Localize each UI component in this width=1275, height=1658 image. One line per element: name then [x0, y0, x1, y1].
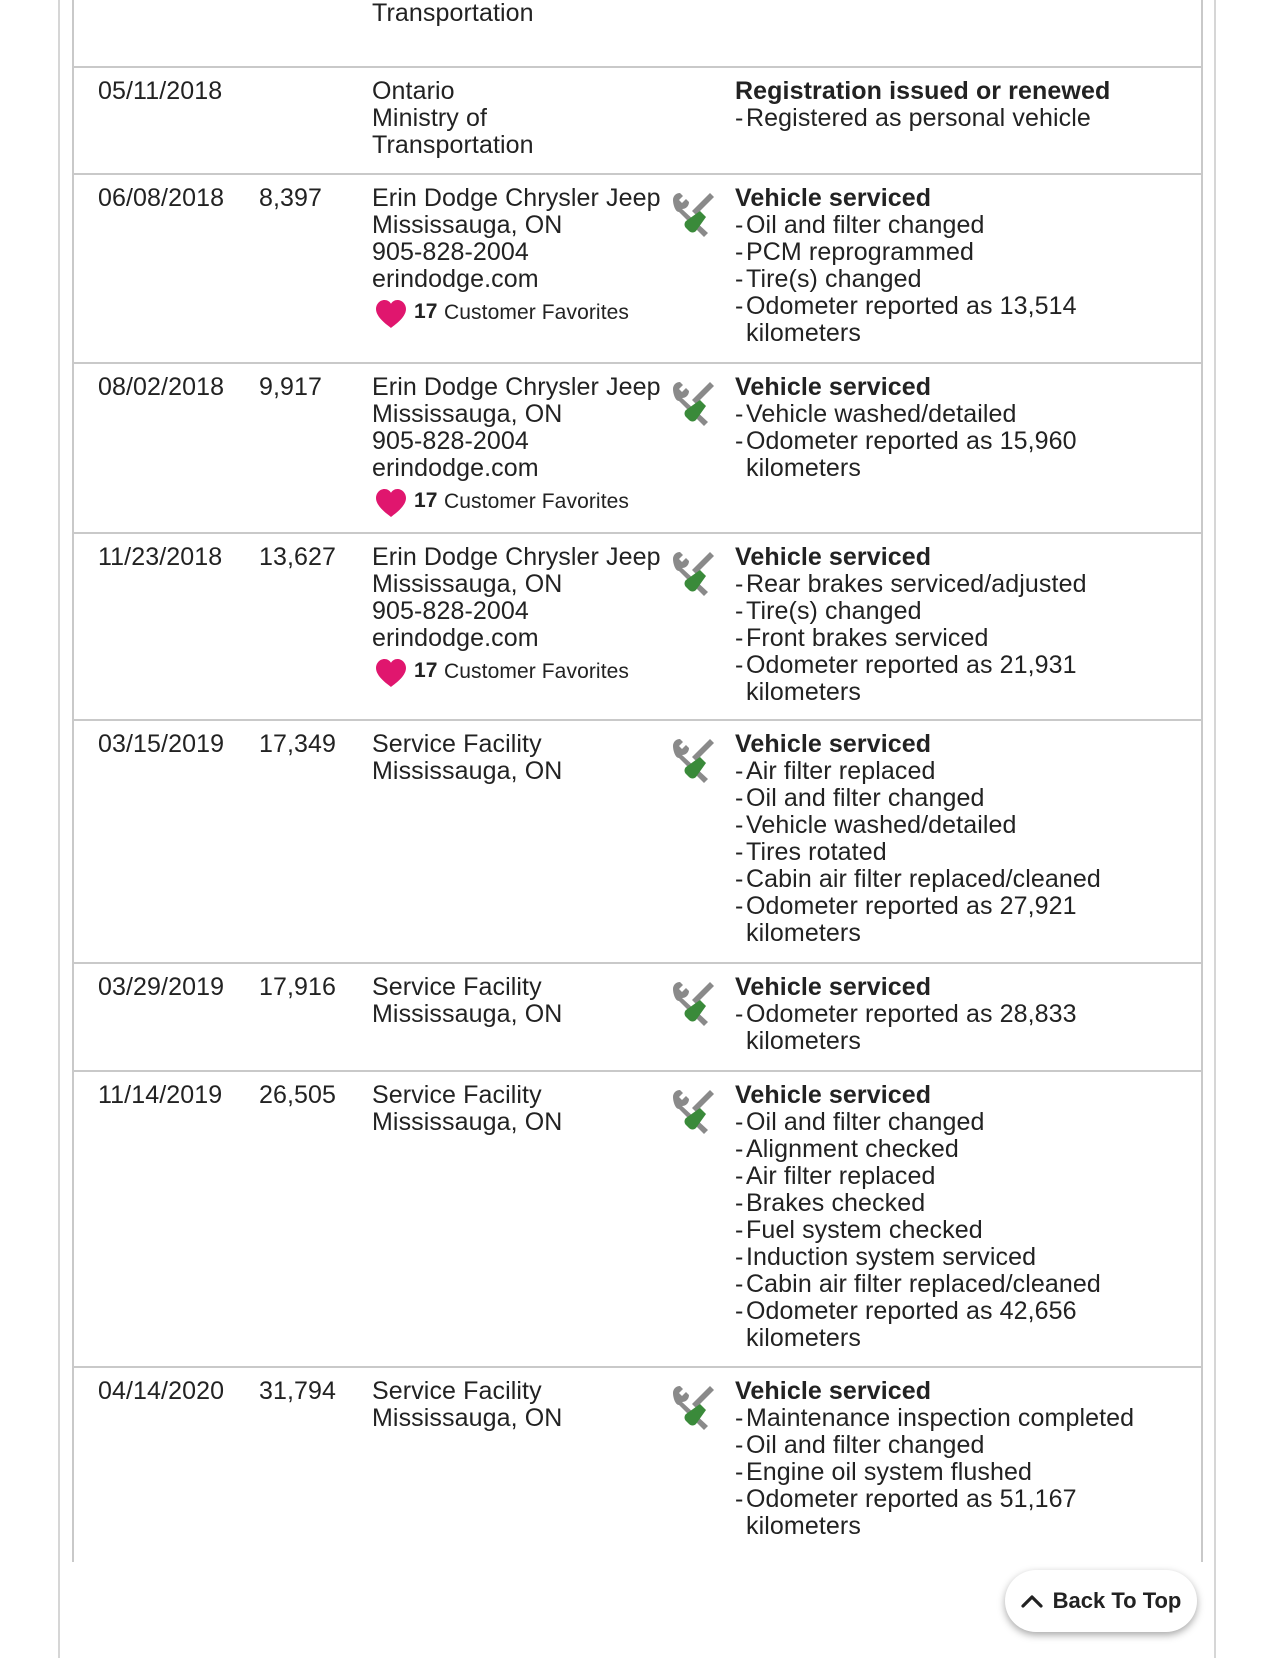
detail-bullet: -: [735, 427, 744, 455]
source-line: Mississauga, ON: [372, 1000, 563, 1028]
detail-item: [735, 401, 1195, 428]
detail-text: Odometer reported as 28,833 kilometers: [746, 1000, 1077, 1055]
detail-text: Odometer reported as 13,514 kilometers: [746, 292, 1077, 347]
source-line: Service Facility: [372, 973, 542, 1001]
detail-heading: Vehicle serviced: [735, 184, 932, 212]
detail-text: Induction system serviced: [746, 1243, 1037, 1271]
record-source: [372, 1082, 672, 1136]
detail-heading: Vehicle serviced: [735, 1081, 932, 1109]
source-line: 905-828-2004: [372, 238, 529, 266]
detail-item: [735, 1163, 1195, 1190]
service-tools-icon: [670, 380, 716, 426]
record-details: [735, 374, 1195, 482]
detail-item: [735, 652, 1195, 706]
detail-text: Odometer reported as 21,931 kilometers: [746, 651, 1077, 706]
detail-item: [735, 839, 1195, 866]
detail-heading: Registration issued or renewed: [735, 77, 1111, 105]
detail-bullet: -: [735, 757, 744, 785]
favorites-count: 17: [414, 489, 438, 512]
table-row: [74, 0, 1201, 68]
detail-text: Engine oil system flushed: [746, 1458, 1032, 1486]
detail-text: Oil and filter changed: [746, 784, 985, 812]
record-source: [372, 185, 672, 325]
detail-bullet: -: [735, 400, 744, 428]
source-line: Transportation: [372, 131, 534, 159]
service-tools-icon: [670, 550, 716, 596]
detail-text: Vehicle washed/detailed: [746, 400, 1017, 428]
detail-text: Fuel system checked: [746, 1216, 983, 1244]
record-details: [735, 1378, 1195, 1540]
record-mileage: 31,794: [259, 1377, 337, 1405]
detail-item: [735, 812, 1195, 839]
detail-bullet: -: [735, 238, 744, 266]
detail-text: Front brakes serviced: [746, 624, 989, 652]
detail-text: Odometer reported as 42,656 kilometers: [746, 1297, 1077, 1352]
detail-bullet: -: [735, 597, 744, 625]
detail-item: [735, 758, 1195, 785]
favorites-count: 17: [414, 300, 438, 323]
detail-bullet: -: [735, 1216, 744, 1244]
record-date: 03/15/2019: [98, 730, 225, 758]
record-source: [372, 374, 672, 514]
detail-text: Registered as personal vehicle: [746, 104, 1091, 132]
favorites-count: 17: [414, 659, 438, 682]
detail-item: [735, 1298, 1195, 1352]
service-tools-icon: [670, 191, 716, 237]
source-line: erindodge.com: [372, 454, 539, 482]
detail-bullet: -: [735, 651, 744, 679]
service-tools-icon: [670, 737, 716, 783]
source-line: Ontario: [372, 77, 455, 105]
detail-bullet: -: [735, 1162, 744, 1190]
source-line: Mississauga, ON: [372, 1404, 563, 1432]
detail-bullet: -: [735, 784, 744, 812]
detail-text: Vehicle washed/detailed: [746, 811, 1017, 839]
detail-text: Cabin air filter replaced/cleaned: [746, 1270, 1101, 1298]
detail-item: [735, 266, 1195, 293]
record-mileage: 26,505: [259, 1081, 337, 1109]
record-mileage: 8,397: [259, 184, 323, 212]
record-date: 11/14/2019: [98, 1081, 223, 1109]
record-source: [372, 974, 672, 1028]
record-mileage: 17,349: [259, 730, 337, 758]
detail-heading: Vehicle serviced: [735, 730, 932, 758]
record-date: 05/11/2018: [98, 77, 223, 105]
record-details: [735, 544, 1195, 706]
source-line: Mississauga, ON: [372, 757, 563, 785]
detail-text: Rear brakes serviced/adjusted: [746, 570, 1087, 598]
detail-bullet: -: [735, 1189, 744, 1217]
record-mileage: 9,917: [259, 373, 323, 401]
source-line: Erin Dodge Chrysler Jeep: [372, 373, 661, 401]
source-line: Mississauga, ON: [372, 400, 563, 428]
detail-text: Maintenance inspection completed: [746, 1404, 1135, 1432]
customer-favorites: [372, 486, 672, 514]
vehicle-history-table: [72, 0, 1203, 1562]
table-row: [74, 1072, 1201, 1368]
source-line: Service Facility: [372, 730, 542, 758]
back-to-top-label: Back To Top: [1052, 1588, 1182, 1613]
detail-item: [735, 598, 1195, 625]
service-tools-icon: [670, 1088, 716, 1134]
table-row: [74, 68, 1201, 175]
detail-bullet: -: [735, 1135, 744, 1163]
detail-text: Oil and filter changed: [746, 1108, 985, 1136]
record-details: [735, 78, 1195, 132]
detail-item: [735, 293, 1195, 347]
detail-bullet: -: [735, 1485, 744, 1513]
source-line: erindodge.com: [372, 624, 539, 652]
record-mileage: 13,627: [259, 543, 337, 571]
detail-bullet: -: [735, 1000, 744, 1028]
record-source: [372, 78, 672, 159]
source-line: Transportation: [372, 0, 534, 27]
source-line: Mississauga, ON: [372, 570, 563, 598]
heart-icon: [374, 488, 408, 518]
service-tools-icon: [670, 980, 716, 1026]
detail-bullet: -: [735, 1243, 744, 1271]
detail-bullet: -: [735, 624, 744, 652]
favorites-label: Customer Favorites: [444, 301, 630, 324]
detail-item: [735, 1432, 1195, 1459]
record-details: [735, 731, 1195, 947]
detail-bullet: -: [735, 838, 744, 866]
detail-item: [735, 1136, 1195, 1163]
detail-text: Cabin air filter replaced/cleaned: [746, 865, 1101, 893]
detail-item: [735, 893, 1195, 947]
chevron-up-icon: [1021, 1594, 1043, 1608]
detail-item: [735, 105, 1195, 132]
table-row: [74, 364, 1201, 534]
favorites-label: Customer Favorites: [444, 490, 630, 513]
detail-heading: Vehicle serviced: [735, 543, 932, 571]
detail-text: Tire(s) changed: [746, 265, 922, 293]
detail-item: [735, 625, 1195, 652]
detail-text: Odometer reported as 51,167 kilometers: [746, 1485, 1077, 1540]
service-tools-icon: [670, 1384, 716, 1430]
detail-text: Oil and filter changed: [746, 211, 985, 239]
record-source: [372, 1378, 672, 1432]
table-row: [74, 964, 1201, 1072]
source-line: 905-828-2004: [372, 597, 529, 625]
customer-favorites: [372, 297, 672, 325]
table-row: [74, 1368, 1201, 1568]
detail-bullet: -: [735, 265, 744, 293]
detail-bullet: -: [735, 1431, 744, 1459]
source-line: Ministry of: [372, 104, 488, 132]
record-source: [372, 544, 672, 684]
detail-item: [735, 571, 1195, 598]
detail-item: [735, 1190, 1195, 1217]
source-line: Mississauga, ON: [372, 1108, 563, 1136]
record-date: 11/23/2018: [98, 543, 223, 571]
detail-item: [735, 1001, 1195, 1055]
detail-bullet: -: [735, 1270, 744, 1298]
source-line: erindodge.com: [372, 265, 539, 293]
detail-item: [735, 1109, 1195, 1136]
detail-text: PCM reprogrammed: [746, 238, 975, 266]
detail-text: Air filter replaced: [746, 757, 936, 785]
detail-item: [735, 428, 1195, 482]
source-line: Service Facility: [372, 1081, 542, 1109]
record-date: 06/08/2018: [98, 184, 225, 212]
record-source: [372, 731, 672, 785]
record-details: [735, 1082, 1195, 1352]
detail-item: [735, 212, 1195, 239]
detail-item: [735, 785, 1195, 812]
back-to-top-button[interactable]: [1005, 1570, 1197, 1632]
detail-bullet: -: [735, 570, 744, 598]
detail-text: Brakes checked: [746, 1189, 926, 1217]
record-mileage: 17,916: [259, 973, 337, 1001]
record-date: 04/14/2020: [98, 1377, 225, 1405]
record-source: [372, 0, 672, 27]
detail-bullet: -: [735, 1297, 744, 1325]
detail-item: [735, 1217, 1195, 1244]
detail-bullet: -: [735, 1404, 744, 1432]
detail-heading: Vehicle serviced: [735, 1377, 932, 1405]
detail-item: [735, 1271, 1195, 1298]
detail-text: Oil and filter changed: [746, 1431, 985, 1459]
detail-item: [735, 1244, 1195, 1271]
heart-icon: [374, 299, 408, 329]
detail-text: Tires rotated: [746, 838, 887, 866]
detail-item: [735, 239, 1195, 266]
detail-item: [735, 1459, 1195, 1486]
favorites-label: Customer Favorites: [444, 660, 630, 683]
detail-bullet: -: [735, 1458, 744, 1486]
record-details: [735, 974, 1195, 1055]
table-row: [74, 534, 1201, 721]
detail-bullet: -: [735, 865, 744, 893]
detail-bullet: -: [735, 211, 744, 239]
detail-heading: Vehicle serviced: [735, 973, 932, 1001]
table-row: [74, 721, 1201, 964]
source-line: Erin Dodge Chrysler Jeep: [372, 543, 661, 571]
detail-bullet: -: [735, 104, 744, 132]
source-line: 905-828-2004: [372, 427, 529, 455]
detail-heading: Vehicle serviced: [735, 373, 932, 401]
detail-item: [735, 866, 1195, 893]
detail-text: Air filter replaced: [746, 1162, 936, 1190]
detail-text: Alignment checked: [746, 1135, 959, 1163]
detail-text: Odometer reported as 15,960 kilometers: [746, 427, 1077, 482]
source-line: Erin Dodge Chrysler Jeep: [372, 184, 661, 212]
record-details: [735, 185, 1195, 347]
table-row: [74, 175, 1201, 364]
heart-icon: [374, 658, 408, 688]
record-date: 03/29/2019: [98, 973, 225, 1001]
detail-bullet: -: [735, 292, 744, 320]
customer-favorites: [372, 656, 672, 684]
detail-bullet: -: [735, 1108, 744, 1136]
detail-text: Odometer reported as 27,921 kilometers: [746, 892, 1077, 947]
detail-bullet: -: [735, 811, 744, 839]
detail-text: Tire(s) changed: [746, 597, 922, 625]
source-line: Service Facility: [372, 1377, 542, 1405]
detail-item: [735, 1405, 1195, 1432]
detail-item: [735, 1486, 1195, 1540]
source-line: Mississauga, ON: [372, 211, 563, 239]
record-date: 08/02/2018: [98, 373, 225, 401]
detail-bullet: -: [735, 892, 744, 920]
